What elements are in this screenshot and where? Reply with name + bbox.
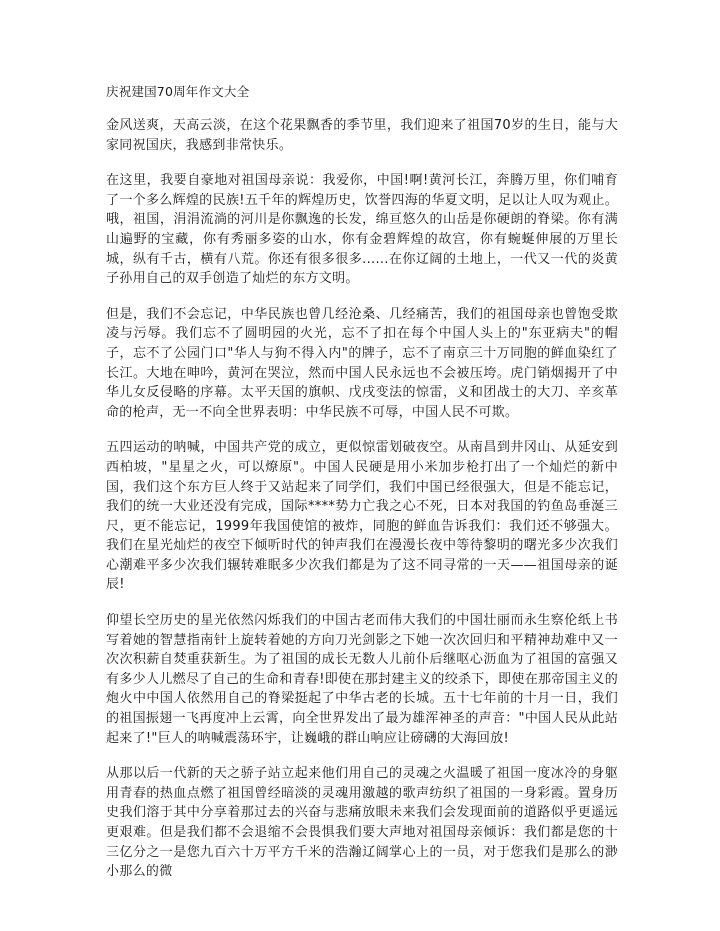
paragraph: 五四运动的呐喊，中国共产党的成立，更似惊雷划破夜空。从南昌到井冈山、从延安到西柏坡，"星星之火，可以燎原"。中国人民硬是用小米加步枪打出了一个灿烂的新中国，我们这个东方巨人终于又站起来了同学们，我们中国已经很强大，但是不能忘记，我们的统一大业还没有完成，国际****势力亡我之心不死，日本对我国的钓鱼岛垂涎三尺，更不能忘记，1999年我国使馆的被炸，同胞的鲜血告诉我们：我们还不够强大。我们在星光灿烂的夜空下倾听时代的钟声我们在漫漫长夜中等待黎明的曙光多少次我们心潮难平多少次我们辗转难眠多少次我们都是为了这不同寻常的一天——祖国母亲的诞辰!	[106, 440, 618, 593]
document-page	[106, 82, 618, 898]
paragraph: 但是，我们不会忘记，中华民族也曾几经沧桑、几经痛苦，我们的祖国母亲也曾饱受欺凌与污辱。我们忘不了圆明园的火光，忘不了扣在每个中国人头上的"东亚病夫"的帽子，忘不了公园门口"华人与狗不得入内"的牌子，忘不了南京三十万同胞的鲜血染红了长江。大地在呻吟，黄河在哭泣，然而中国人民永远也不会被压垮。虎门销烟揭开了中华儿女反侵略的序幕。太平天国的旗帜、戊戌变法的惊雷，义和团战士的大刀、辛亥革命的枪声，无一不向全世界表明：中华民族不可辱，中国人民不可欺。	[106, 306, 618, 420]
paragraph: 从那以后一代新的天之骄子站立起来他们用自己的灵魂之火温暖了祖国一度冰冷的身躯用青春的热血点燃了祖国曾经暗淡的灵魂用激越的歌声纺织了祖国的一身彩霞。置身历史我们溶于其中分享着那过去的兴奋与悲痛放眼未来我们会发现面前的道路似乎更遥远更艰难。但是我们都不会退缩不会畏惧我们要大声地对祖国母亲倾诉：我们都是您的十三亿分之一是您九百六十万平方千米的浩瀚辽阔掌心上的一员，对于您我们是那么的渺小那么的微	[106, 766, 618, 880]
document-title: 庆祝建国70周年作文大全	[106, 84, 250, 99]
paragraph: 在这里，我要自豪地对祖国母亲说：我爱你，中国!啊!黄河长江，奔腾万里，你们哺育了一个多么辉煌的民族!五千年的辉煌历史，饮誉四海的华夏文明，足以让人叹为观止。哦，祖国，涓涓流淌的河川是你飘逸的长发，绵亘悠久的山岳是你硬朗的脊梁。你有满山遍野的宝藏，你有秀丽多姿的山水，你有金碧辉煌的故宫，你有蜿蜒伸展的万里长城，纵有千古，横有八荒。你还有很多很多......在你辽阔的土地上，一代又一代的炎黄子孙用自己的双手创造了灿烂的东方文明。	[106, 173, 618, 287]
paragraph: 仰望长空历史的星光依然闪烁我们的中国古老而伟大我们的中国壮丽而永生察伦纸上书写着她的智慧指南针上旋转着她的方向刀光剑影之下她一次次回归和平精神劫难中又一次次积薪自焚重获新生。为了祖国的成长无数人儿前仆后继呕心沥血为了祖国的富强又有多少人儿燃尽了自己的生命和青春!即使在那封建主义的绞杀下，即使在那帝国主义的炮火中中国人依然用自己的脊梁挺起了中华古老的长城。五十七年前的十月一日，我们的祖国振翅一飞再度冲上云霄，向全世界发出了最为雄浑神圣的声音："中国人民从此站起来了!"巨人的呐喊震荡环宇，让巍峨的群山响应让磅礴的大海回放!	[106, 613, 618, 746]
paragraph: 金风送爽，天高云淡，在这个花果飘香的季节里，我们迎来了祖国70岁的生日，能与大家同祝国庆，我感到非常快乐。	[106, 118, 618, 153]
